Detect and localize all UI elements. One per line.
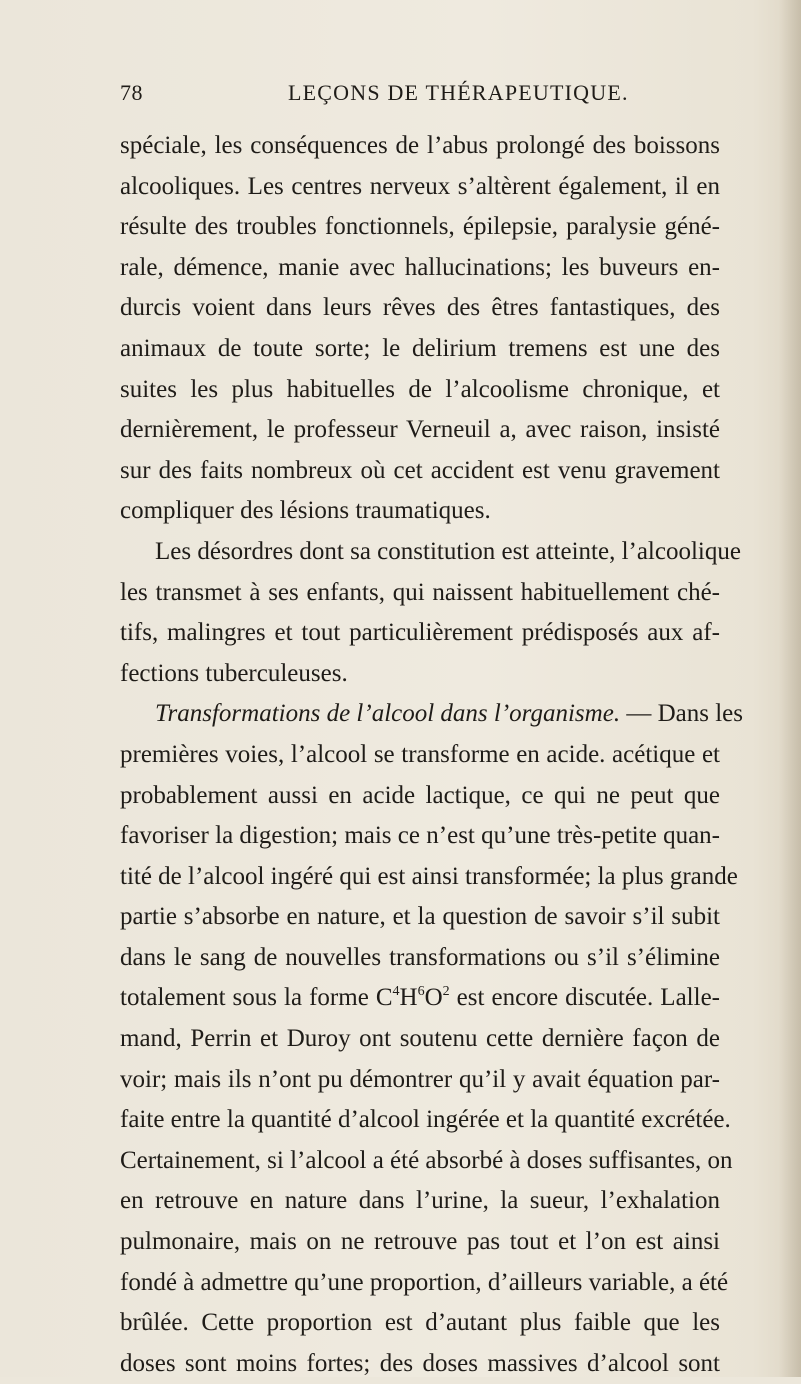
page-edge-shadow	[779, 0, 801, 1377]
text-line: animaux de toute sorte; le delirium tremens est une des	[120, 334, 720, 362]
text-line: brûlée. Cette proportion est d’autant plus faible que les	[120, 1309, 720, 1337]
text-line: premières voies, l’alcool se transforme en acide. acétique et	[120, 740, 720, 768]
text-line: spéciale, les conséquences de l’abus prolongé des boissons	[120, 132, 720, 159]
section-heading: Transformations de l’alcool dans l’organisme.	[155, 700, 621, 728]
running-title: LEÇONS DE THÉRAPEUTIQUE.	[288, 80, 629, 105]
text-line: suites les plus habituelles de l’alcoolisme chronique, et	[120, 375, 720, 403]
text-line: voir; mais ils n’ont pu démontrer qu’il y avait équation par-	[120, 1065, 720, 1093]
formula-text: totalement sous la forme C	[120, 984, 393, 1012]
text-line: probablement aussi en acide lactique, ce qui ne peut que	[120, 781, 720, 809]
text-line: sur des faits nombreux où cet accident est venu gravement	[120, 456, 720, 484]
text-line: compliquer des lésions traumatiques.	[120, 497, 491, 525]
text-line: Les désordres dont sa constitution est atteinte, l’alcoolique	[155, 537, 741, 565]
text-line: Certainement, si l’alcool a été absorbé à doses suffisantes, on	[120, 1146, 733, 1174]
text-line: tité de l’alcool ingéré qui est ainsi transformée; la plus grande	[120, 862, 738, 890]
text-line: rale, démence, manie avec hallucinations; les buveurs en-	[120, 253, 720, 281]
formula-element: H	[399, 984, 418, 1012]
text-line: mand, Perrin et Duroy ont soutenu cette dernière façon de	[120, 1025, 720, 1053]
text-line: faite entre la quantité d’alcool ingérée et la quantité excrétée.	[120, 1106, 731, 1134]
text-line: alcooliques. Les centres nerveux s’altèrent également, il en	[120, 172, 720, 200]
section-heading-line	[120, 694, 743, 735]
formula-text: est encore discutée. Lalle-	[449, 984, 720, 1012]
formula-line	[120, 978, 720, 1019]
formula-subscript: 6	[417, 984, 425, 1000]
text-line: les transmet à ses enfants, qui naissent habituellement ché-	[120, 578, 720, 606]
text-line: tifs, malingres et tout particulièrement prédisposés aux af-	[120, 619, 720, 647]
text-line: pulmonaire, mais on ne retrouve pas tout et l’on est ainsi	[120, 1228, 720, 1256]
text-line: en retrouve en nature dans l’urine, la sueur, l’exhalation	[120, 1187, 720, 1215]
text-line: durcis voient dans leurs rêves des êtres fantastiques, des	[120, 294, 720, 322]
body-text	[120, 126, 743, 1384]
text-line: favoriser la digestion; mais ce n’est qu’une très-petite quan-	[120, 822, 720, 850]
page-header	[120, 80, 720, 110]
text-line: résulte des troubles fonctionnels, épilepsie, paralysie géné-	[120, 213, 720, 241]
text-line: fections tuberculeuses.	[120, 659, 348, 687]
formula-subscript: 4	[392, 984, 400, 1000]
text-line: doses sont moins fortes; des doses massives d’alcool sont	[120, 1349, 720, 1377]
text-line: dernièrement, le professeur Verneuil a, avec raison, insisté	[120, 416, 720, 444]
formula-subscript: 2	[442, 984, 450, 1000]
formula-element: O	[424, 984, 443, 1012]
text-line: fondé à admettre qu’une proportion, d’ailleurs variable, a été	[120, 1268, 729, 1296]
page-number: 78	[120, 80, 143, 105]
text-line: partie s’absorbe en nature, et la question de savoir s’il subit	[120, 903, 720, 931]
section-heading-rest: — Dans les	[620, 700, 743, 728]
text-line: dans le sang de nouvelles transformations ou s’il s’élimine	[120, 943, 720, 971]
